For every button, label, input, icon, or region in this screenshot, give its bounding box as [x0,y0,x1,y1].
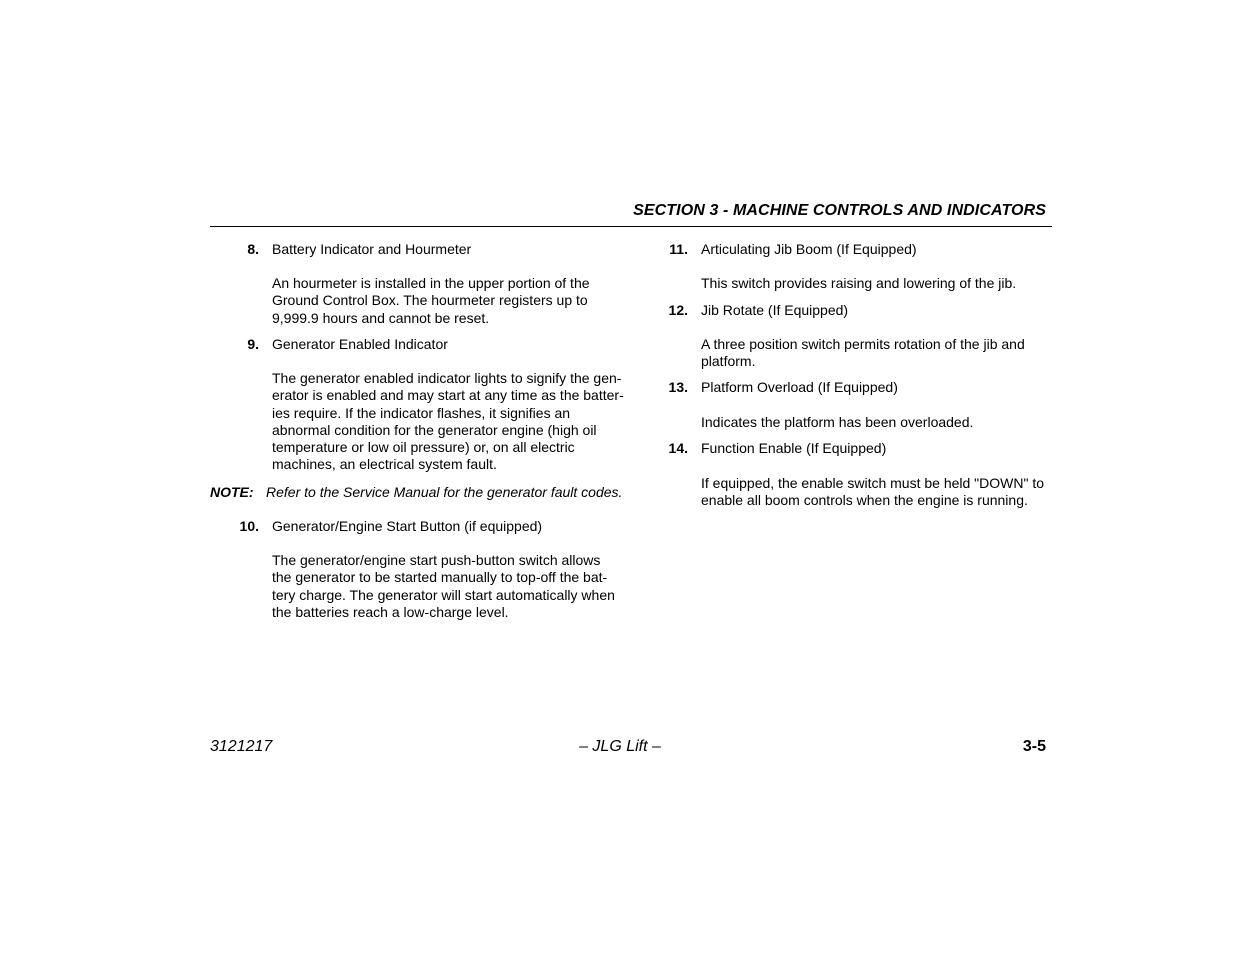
body-line: This switch provides raising and lowering of the jib. [701,275,1017,291]
body-line: the batteries reach a low-charge level. [272,603,509,620]
item-title-13: Platform Overload (If Equipped) [701,379,898,395]
item-title-10: Generator/Engine Start Button (if equipped) [272,518,543,534]
item-number-14: 14. [668,440,688,456]
body-line: The generator enabled indicator lights to signify the gen- [272,370,622,386]
item-title-9: Generator Enabled Indicator [272,336,448,352]
item-number-10: 10. [239,518,259,534]
body-line: A three position switch permits rotation of the jib and [701,336,1025,352]
item-title-12: Jib Rotate (If Equipped) [701,302,849,318]
item-title-14: Function Enable (If Equipped) [701,440,887,456]
body-line: An hourmeter is installed in the upper portion of the [272,275,590,291]
item-number-12: 12. [668,302,688,318]
body-line: machines, an electrical system fault. [272,456,497,473]
item-body-8 [272,275,590,327]
footer-page-number: 3-5 [1022,738,1046,755]
body-line: The generator/engine start push-button switch allows [272,552,601,568]
item-body-11 [701,275,1016,292]
body-line: Ground Control Box. The hourmeter registers up to [272,292,588,309]
item-body-14 [701,475,1044,510]
item-body-9 [272,370,624,474]
body-line: Indicates the platform has been overloaded. [701,414,974,430]
body-line: If equipped, the enable switch must be held "DOWN" to [701,475,1045,491]
body-line: temperature or low oil pressure) or, on all electric [272,439,575,456]
item-body-13 [701,414,973,431]
body-line: tery charge. The generator will start automatically when [272,586,615,603]
item-title-8: Battery Indicator and Hourmeter [272,241,472,257]
item-number-13: 13. [668,379,688,395]
item-body-10 [272,552,615,621]
body-line: the generator to be started manually to top-off the bat- [272,569,608,586]
body-line: abnormal condition for the generator engine (high oil [272,421,597,438]
footer-brand: – JLG Lift – [579,738,661,755]
body-line: platform. [701,353,756,370]
body-line: enable all boom controls when the engine is running. [701,492,1028,509]
footer-doc-number: 3121217 [210,738,273,755]
body-line: 9,999.9 hours and cannot be reset. [272,309,490,326]
header-rule [210,226,1052,227]
note-text: Refer to the Service Manual for the generator fault codes. [266,484,623,500]
item-number-9: 9. [247,336,259,352]
item-body-12 [701,336,1025,371]
note-label: NOTE: [210,484,254,500]
item-number-8: 8. [247,241,259,257]
section-title: SECTION 3 - MACHINE CONTROLS AND INDICATORS [633,202,1046,219]
body-line: erator is enabled and may start at any time as the batter- [272,387,624,404]
body-line: ies require. If the indicator flashes, it signifies an [272,404,571,421]
item-number-11: 11. [669,241,688,257]
item-title-11: Articulating Jib Boom (If Equipped) [701,241,917,257]
